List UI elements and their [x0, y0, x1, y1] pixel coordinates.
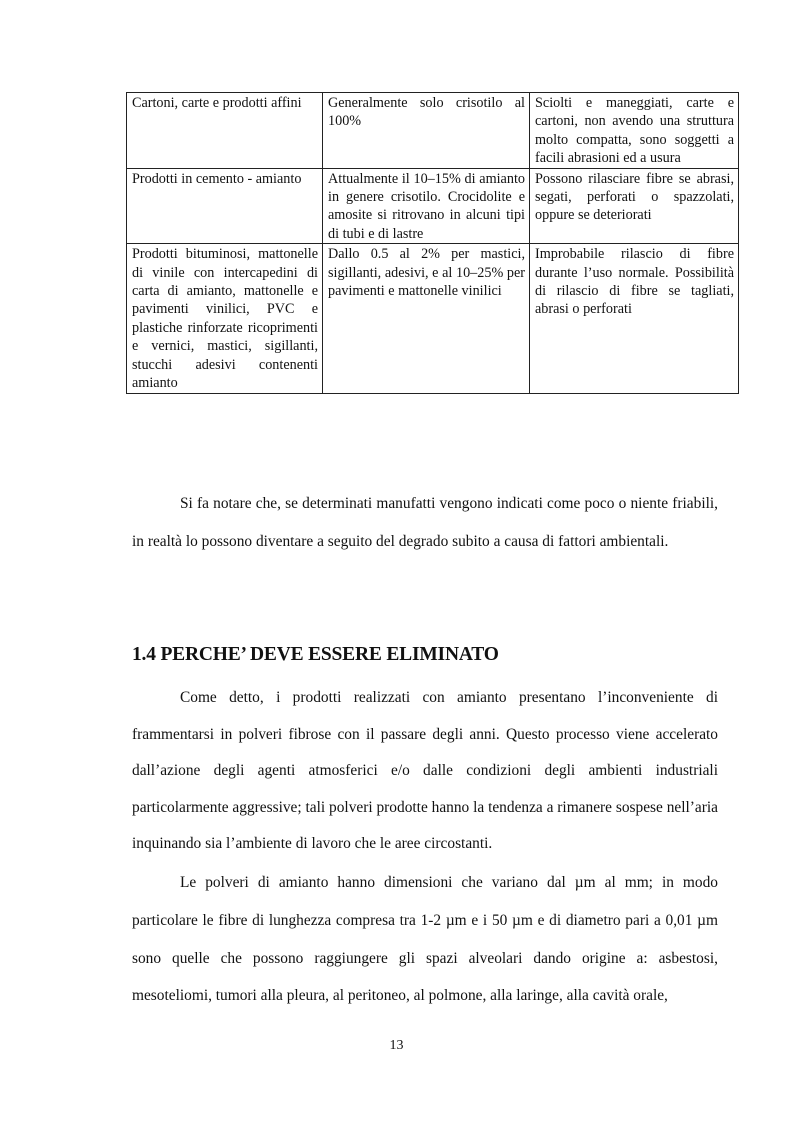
paragraph-text: Si fa notare che, se determinati manufatti vengono indicati come poco o niente friabili, in realtà lo possono diventare a seguito del degrado subito a causa di fattori ambientali. [132, 495, 718, 550]
asbestos-content-cell: Dallo 0.5 al 2% per mastici, sigillanti, adesivi, e al 10–25% per pavimenti e mattonelle vinilici [323, 244, 530, 393]
table-row [127, 93, 739, 169]
product-cell: Cartoni, carte e prodotti affini [127, 93, 323, 169]
degradation-paragraph [132, 680, 718, 863]
paragraph-text: Le polveri di amianto hanno dimensioni che variano dal µm al mm; in modo particolare le fibre di lunghezza compresa tra 1-2 µm e i 50 µm e di diametro pari a 0,01 µm sono quelle che possono raggiungere gli spazi alveolari dando origine a: asbestosi, mesoteliomi, tumori alla pleura, al peritoneo, al polmone, alla laringe, alla cavità orale, [132, 874, 718, 1005]
friability-paragraph [132, 485, 718, 560]
fiber-release-cell: Possono rilasciare fibre se abrasi, segati, perforati o spazzolati, oppure se deteriorati [530, 168, 739, 244]
fiber-dimensions-paragraph [132, 864, 718, 1015]
table-row [127, 168, 739, 244]
asbestos-products-table [126, 92, 739, 394]
asbestos-content-cell: Generalmente solo crisotilo al 100% [323, 93, 530, 169]
page-number: 13 [389, 1038, 404, 1053]
product-cell: Prodotti in cemento - amianto [127, 168, 323, 244]
table-row [127, 244, 739, 393]
paragraph-text: Come detto, i prodotti realizzati con amianto presentano l’inconveniente di frammentarsi in polveri fibrose con il passare degli anni. Questo processo viene accelerato dall’azione degli agenti atmosferici e/o dalle condizioni degli ambienti industriali particolarmente aggressive; tali polveri prodotte hanno la tendenza a rimanere sospese nell’aria inquinando sia l’ambiente di lavoro che le aree circostanti. [132, 689, 718, 852]
section-heading: 1.4 PERCHE’ DEVE ESSERE ELIMINATO [132, 644, 499, 665]
fiber-release-cell: Improbabile rilascio di fibre durante l’uso normale. Possibilità di rilascio di fibre se tagliati, abrasi o perforati [530, 244, 739, 393]
asbestos-content-cell: Attualmente il 10–15% di amianto in genere crisotilo. Crocidolite e amosite si ritrovano in alcuni tipi di tubi e di lastre [323, 168, 530, 244]
product-cell: Prodotti bituminosi, mattonelle di vinile con intercapedini di carta di amianto, mattonelle e pavimenti vinilici, PVC e plastiche rinforzate ricoprimenti e vernici, mastici, sigillanti, stucchi adesivi contenenti amianto [127, 244, 323, 393]
fiber-release-cell: Sciolti e maneggiati, carte e cartoni, non avendo una struttura molto compatta, sono soggetti a facili abrasioni ed a usura [530, 93, 739, 169]
